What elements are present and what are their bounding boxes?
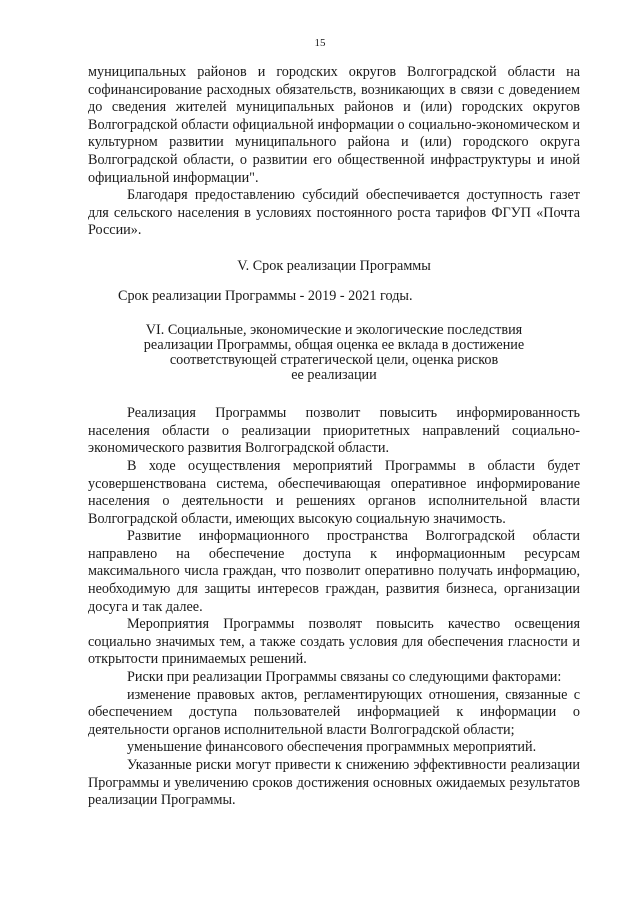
section-6-heading bbox=[88, 323, 580, 383]
section-6-heading-line: ее реализации bbox=[291, 367, 377, 384]
document-body bbox=[88, 64, 580, 810]
paragraph-risk-funding: уменьшение финансового обеспечения программных мероприятий. bbox=[127, 739, 537, 756]
paragraph-risks-intro: Риски при реализации Программы связаны со следующими факторами: bbox=[127, 669, 562, 686]
paragraph-risk-consequences: Указанные риски могут привести к снижению эффективности реализации Программы и увеличению сроков достижения основных ожидаемых результатов реализации Программы. bbox=[88, 757, 580, 809]
page-number: 15 bbox=[314, 37, 326, 49]
section-6-heading-line: реализации Программы, общая оценка ее вклада в достижение bbox=[143, 337, 525, 354]
paragraph-risk-legal: изменение правовых актов, регламентирующих отношения, связанные с обеспечением доступа пользователей информацией к информации о деятельности органов исполнительной власти Волгоградской области; bbox=[88, 686, 580, 738]
paragraph-intro-continuation: муниципальных районов и городских округов Волгоградской области на софинансирование расходных обязательств, возникающих в связи с доведением до сведения жителей муниципальных районов и (или) городских округов Волгоградской области официальной информации о социально-экономическом и культурном развитии муниципального района и (или) городского округа Волгоградской области, о развитии его общественной инфраструктуры и иной официальной информации". bbox=[88, 64, 580, 186]
paragraph-system: В ходе осуществления мероприятий Программы в области будет усовершенствована система, обеспечивающая оперативное информирование населения о деятельности и решениях органов исполнительной власти Волгоградской области, имеющих высокую социальную значимость. bbox=[88, 457, 580, 527]
paragraph-coverage: Мероприятия Программы позволят повысить качество освещения социально значимых тем, а также создать условия для обеспечения гласности и открытости принимаемых решений. bbox=[88, 616, 580, 668]
paragraph-info-space: Развитие информационного пространства Волгоградской области направлено на обеспечение доступа к информационным ресурсам максимального числа граждан, что позволит оперативно получать информацию, необходимую для защиты интересов граждан, развития бизнеса, организации досуга и так далее. bbox=[88, 528, 580, 615]
section-6-heading-line: VI. Социальные, экономические и экологические последствия bbox=[145, 322, 523, 339]
section-5-heading: V. Срок реализации Программы bbox=[237, 257, 431, 274]
paragraph-subsidies: Благодаря предоставлению субсидий обеспечивается доступность газет для сельского населения в условиях постоянного роста тарифов ФГУП «Почта России». bbox=[88, 187, 580, 239]
paragraph-awareness: Реализация Программы позволит повысить информированность населения области о реализации приоритетных направлений социально-экономического развития Волгоградской области. bbox=[88, 405, 580, 457]
section-5-text: Срок реализации Программы - 2019 - 2021 годы. bbox=[118, 287, 413, 304]
section-6-heading-line: соответствующей стратегической цели, оценка рисков bbox=[169, 352, 499, 369]
